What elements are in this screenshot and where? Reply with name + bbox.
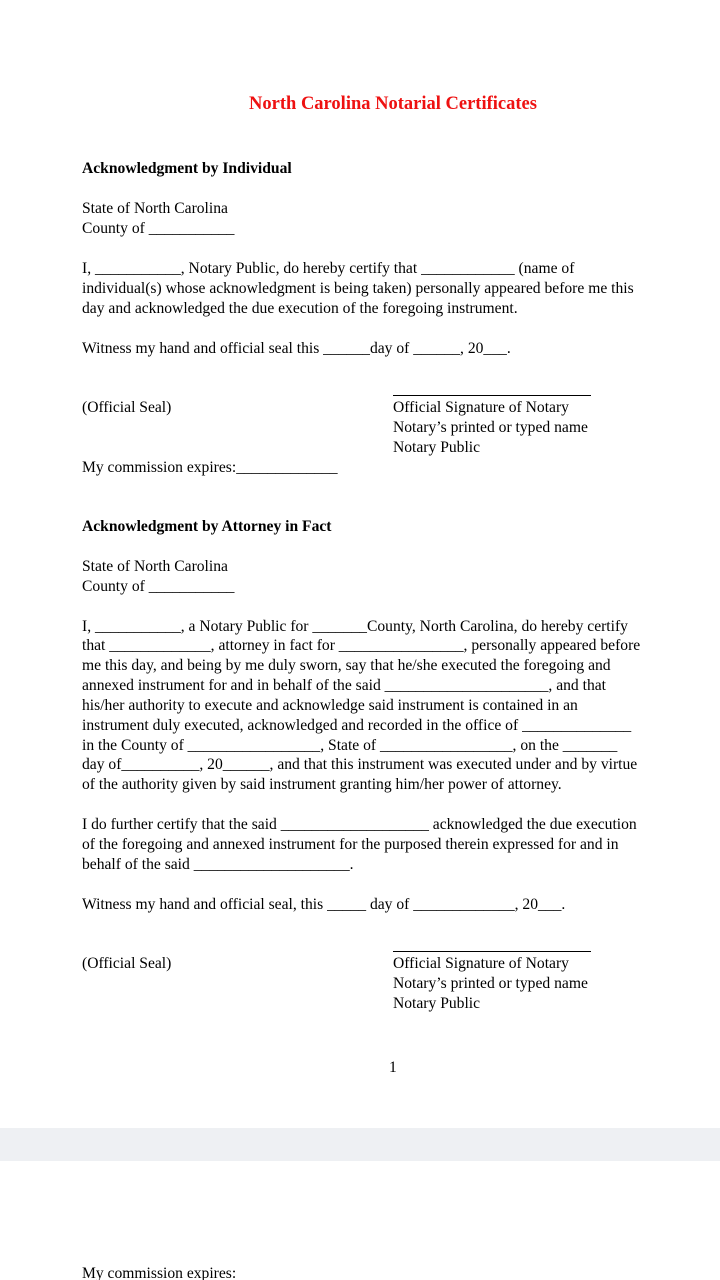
section-heading-individual: Acknowledgment by Individual: [82, 160, 292, 177]
section-heading-attorney: Acknowledgment by Attorney in Fact: [82, 518, 332, 535]
page-separator: [0, 1128, 720, 1161]
body-line: I, ___________, a Notary Public for _______County, North Carolina, do hereby certify: [82, 618, 628, 635]
state-line: State of North Carolina: [82, 558, 228, 575]
document-title: North Carolina Notarial Certificates: [249, 94, 537, 114]
signature-rule: [393, 395, 591, 396]
commission-line: My commission expires:_____________: [82, 459, 338, 476]
body-line: that _____________, attorney in fact for ________________, personally appeared before: [82, 637, 641, 654]
body-line: I, ___________, Notary Public, do hereby certify that ____________ (name of: [82, 260, 575, 277]
signature-rule: [393, 951, 591, 952]
body-line: his/her authority to execute and acknowledge said instrument is contained in an: [82, 697, 578, 714]
body-line: instrument duly executed, acknowledged and recorded in the office of ______________: [82, 717, 632, 734]
official-seal-label: (Official Seal): [82, 955, 172, 972]
notary-public-label: Notary Public: [393, 439, 481, 456]
county-line: County of ___________: [82, 220, 235, 237]
body-line: annexed instrument for and in behalf of the said _____________________, and that: [82, 677, 607, 694]
official-seal-label: (Official Seal): [82, 399, 172, 416]
page-number: 1: [389, 1059, 397, 1076]
body-line: day and acknowledged the due execution of the foregoing instrument.: [82, 300, 518, 317]
further-line: behalf of the said ____________________.: [82, 856, 354, 873]
witness-line: Witness my hand and official seal, this _____ day of _____________, 20___.: [82, 896, 566, 913]
notary-public-label: Notary Public: [393, 995, 481, 1012]
body-line: individual(s) whose acknowledgment is being taken) personally appeared before me this: [82, 280, 634, 297]
body-line: in the County of _________________, State of _________________, on the _______: [82, 737, 618, 754]
printed-name-label: Notary’s printed or typed name: [393, 419, 588, 436]
body-line: me this day, and being by me duly sworn, say that he/she executed the foregoing and: [82, 657, 611, 674]
witness-line: Witness my hand and official seal this ______day of ______, 20___.: [82, 340, 511, 357]
signature-label: Official Signature of Notary: [393, 955, 569, 972]
further-line: I do further certify that the said ___________________ acknowledged the due execution: [82, 816, 637, 833]
signature-label: Official Signature of Notary: [393, 399, 569, 416]
printed-name-label: Notary’s printed or typed name: [393, 975, 588, 992]
further-line: of the foregoing and annexed instrument for the purposed therein expressed for and in: [82, 836, 619, 853]
state-line: State of North Carolina: [82, 200, 228, 217]
document-page-2: [0, 1161, 720, 1280]
commission-line: My commission expires:: [82, 1265, 237, 1280]
county-line: County of ___________: [82, 578, 235, 595]
body-line: of the authority given by said instrument granting him/her power of attorney.: [82, 776, 562, 793]
body-line: day of__________, 20______, and that this instrument was executed under and by virtue: [82, 756, 638, 773]
